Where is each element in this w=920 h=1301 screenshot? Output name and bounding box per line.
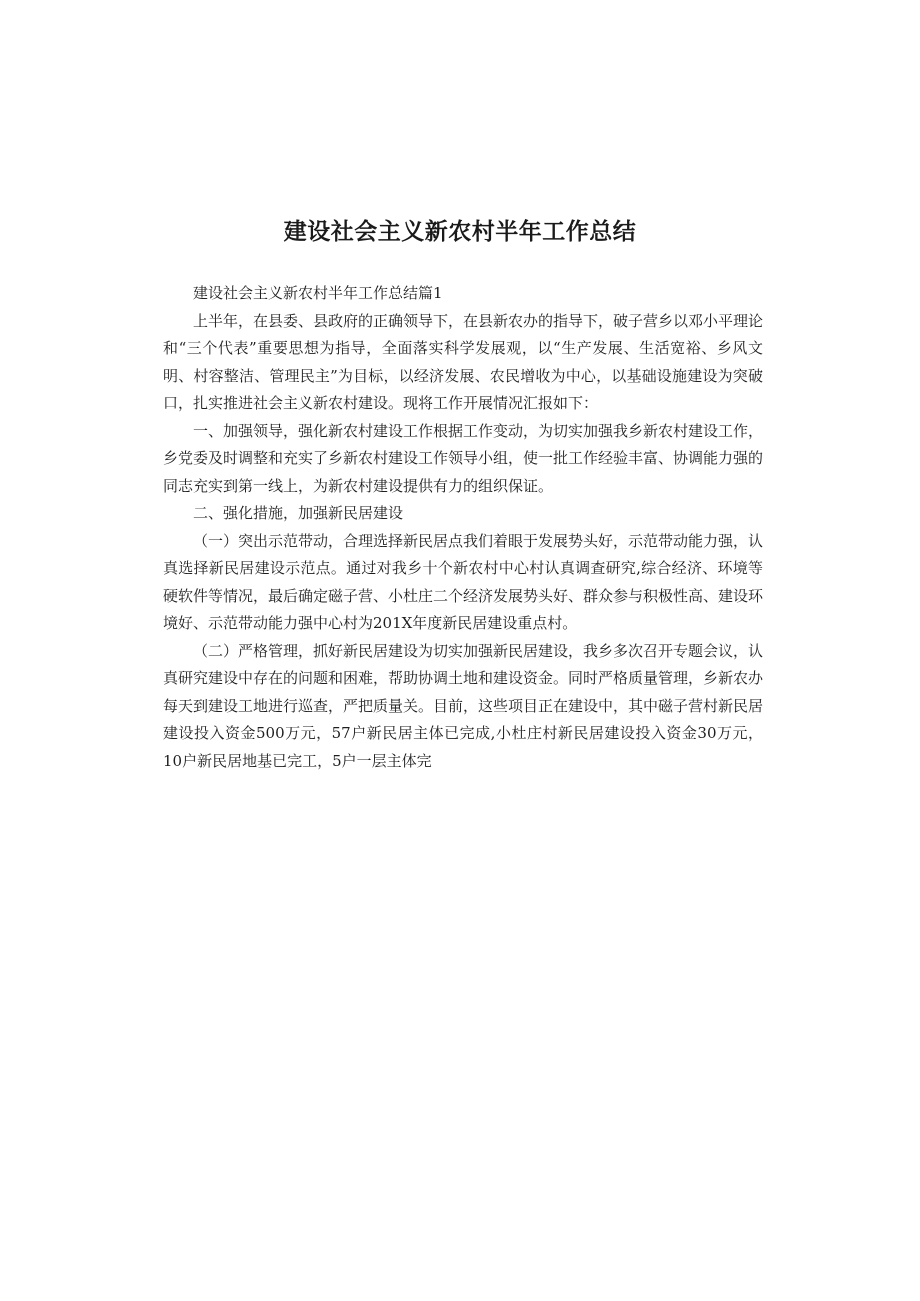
management-paragraph: （二）严格管理，抓好新民居建设为切实加强新民居建设，我乡多次召开专题会议，认真研究建设中存在的问题和困难，帮助协调土地和建设资金。同时严格质量管理，乡新农办每天到建设工地进行巡查，严把质量关。目前，这些项目正在建设中，其中磁子营村新民居建设投入资金500万元，57户新民居主体已完成,小杜庄村新民居建设投入资金30万元，10户新民居地基已完工，5户一层主体完 [163,641,764,770]
leadership-paragraph: 一、加强领导，强化新农村建设工作根据工作变动，为切实加强我乡新农村建设工作，乡党委及时调整和充实了乡新农村建设工作领导小组，使一批工作经验丰富、协调能力强的同志充实到第一线上，为新农村建设提供有力的组织保证。 [163,421,764,495]
section-heading: 建设社会主义新农村半年工作总结篇1 [193,284,443,302]
document-body [163,280,763,775]
demonstration-paragraph: （一）突出示范带动，合理选择新民居点我们着眼于发展势头好，示范带动能力强，认真选择新民居建设示范点。通过对我乡十个新农村中心村认真调查研究,综合经济、环境等硬软件等情况，最后确定磁子营、小杜庄二个经济发展势头好、群众参与积极性高、建设环境好、示范带动能力强中心村为201X年度新民居建设重点村。 [163,531,764,632]
document-title: 建设社会主义新农村半年工作总结 [283,219,637,245]
measures-heading: 二、强化措施，加强新民居建设 [193,504,404,522]
intro-paragraph: 上半年，在县委、县政府的正确领导下，在县新农办的指导下，破子营乡以邓小平理论和“三个代表”重要思想为指导，全面落实科学发展观，以“生产发展、生活宽裕、乡风文明、村容整洁、管理民主”为目标，以经济发展、农民增收为中心，以基础设施建设为突破口，扎实推进社会主义新农村建设。现将工作开展情况汇报如下： [163,311,764,412]
